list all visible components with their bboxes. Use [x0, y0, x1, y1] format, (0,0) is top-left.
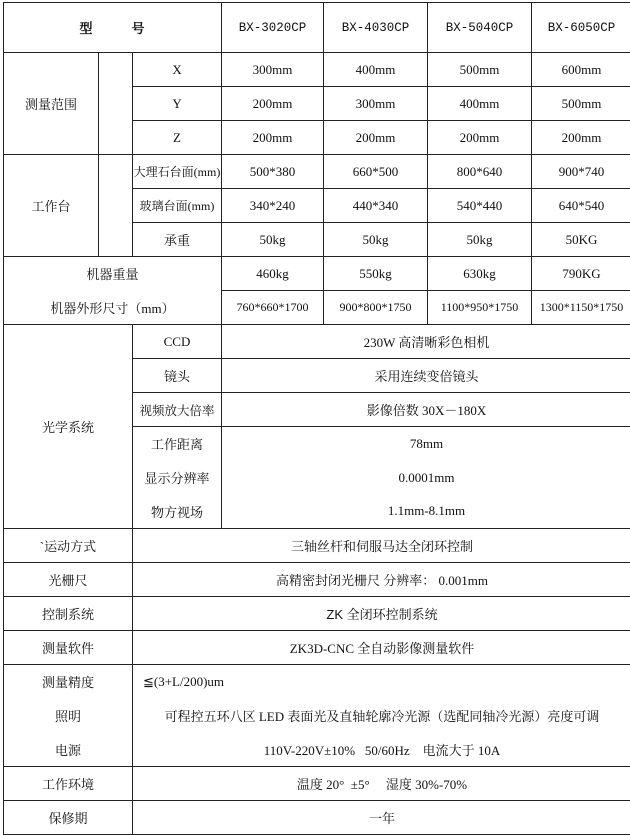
worktable-value: 340*240	[222, 189, 324, 223]
worktable-value: 50kg	[222, 223, 324, 257]
optics-row-ccd	[4, 325, 630, 359]
worktable-value: 800*640	[428, 155, 532, 189]
range-value: 300mm	[324, 87, 428, 121]
optics-value: 0.0001mm	[222, 461, 630, 495]
worktable-value: 540*440	[428, 189, 532, 223]
machine-size-row	[4, 291, 630, 325]
machine-size-label: 机器外形尺寸（mm）	[4, 291, 222, 325]
range-spacer	[99, 121, 133, 155]
worktable-label: 大理石台面(mm)	[133, 155, 222, 189]
model-name: BX-3020CP	[222, 3, 324, 53]
accuracy-row	[4, 665, 630, 699]
optics-value: 采用连续变倍镜头	[222, 359, 630, 393]
lighting-row	[4, 699, 630, 733]
optics-value: 230W 高清晰彩色相机	[222, 325, 630, 359]
software-row	[4, 631, 630, 665]
range-value: 500mm	[428, 53, 532, 87]
range-value: 200mm	[222, 121, 324, 155]
range-value: 600mm	[532, 53, 630, 87]
environment-row	[4, 767, 630, 801]
worktable-value: 50KG	[532, 223, 630, 257]
machine-weight-value: 460kg	[222, 257, 324, 291]
worktable-value: 640*540	[532, 189, 630, 223]
software-value: ZK3D-CNC 全自动影像测量软件	[133, 631, 630, 665]
range-value: 300mm	[222, 53, 324, 87]
machine-weight-row	[4, 257, 630, 291]
optics-label: 镜头	[133, 359, 222, 393]
worktable-value: 50kg	[324, 223, 428, 257]
header-row	[4, 3, 630, 53]
range-axis: Y	[133, 87, 222, 121]
optics-label: 工作距离	[133, 427, 222, 461]
range-value: 200mm	[428, 121, 532, 155]
lighting-label: 照明	[4, 699, 133, 733]
worktable-group-label: 工作台	[4, 155, 99, 257]
range-spacer	[99, 87, 133, 121]
machine-weight-value: 550kg	[324, 257, 428, 291]
model-name: BX-5040CP	[428, 3, 532, 53]
accuracy-value: ≦(3+L/200)um	[133, 665, 630, 699]
software-label: 测量软件	[4, 631, 133, 665]
worktable-label: 玻璃台面(mm)	[133, 189, 222, 223]
range-spacer	[99, 53, 133, 87]
range-value: 400mm	[428, 87, 532, 121]
machine-weight-value: 630kg	[428, 257, 532, 291]
machine-size-value: 900*800*1750	[324, 291, 428, 325]
control-row	[4, 597, 630, 631]
environment-value: 温度 20° ±5° 湿度 30%-70%	[133, 767, 630, 801]
warranty-row	[4, 801, 630, 835]
control-label: 控制系统	[4, 597, 133, 631]
model-name: BX-6050CP	[532, 3, 630, 53]
range-row-x	[4, 53, 630, 87]
range-axis: X	[133, 53, 222, 87]
machine-size-value: 760*660*1700	[222, 291, 324, 325]
warranty-value: 一年	[133, 801, 630, 835]
worktable-value: 660*500	[324, 155, 428, 189]
range-value: 200mm	[532, 121, 630, 155]
worktable-value: 440*340	[324, 189, 428, 223]
range-group-label: 测量范围	[4, 53, 99, 155]
worktable-spacer	[99, 155, 133, 189]
optics-label: CCD	[133, 325, 222, 359]
machine-weight-value: 790KG	[532, 257, 630, 291]
worktable-spacer	[99, 223, 133, 257]
optics-group-label: 光学系统	[4, 325, 133, 529]
worktable-spacer	[99, 189, 133, 223]
range-value: 500mm	[532, 87, 630, 121]
optics-value: 影像倍数 30X－180X	[222, 393, 630, 427]
worktable-value: 50kg	[428, 223, 532, 257]
machine-weight-label: 机器重量	[4, 257, 222, 291]
optics-label: 显示分辨率	[133, 461, 222, 495]
optics-value: 1.1mm-8.1mm	[222, 495, 630, 529]
grating-row	[4, 563, 630, 597]
range-value: 200mm	[324, 121, 428, 155]
lighting-value: 可程控五环八区 LED 表面光及直轴轮廓冷光源（选配同轴冷光源）亮度可调	[133, 699, 630, 733]
power-value: 110V-220V±10% 50/60Hz 电流大于 10A	[133, 733, 630, 767]
accuracy-label: 测量精度	[4, 665, 133, 699]
warranty-label: 保修期	[4, 801, 133, 835]
grating-label: 光栅尺	[4, 563, 133, 597]
model-name: BX-4030CP	[324, 3, 428, 53]
control-value: ZK 全闭环控制系统	[133, 597, 630, 631]
motion-value: 三轴丝杆和伺服马达全闭环控制	[133, 529, 630, 563]
motion-row	[4, 529, 630, 563]
worktable-row-marble	[4, 155, 630, 189]
range-value: 200mm	[222, 87, 324, 121]
machine-size-value: 1300*1150*1750	[532, 291, 630, 325]
machine-size-value: 1100*950*1750	[428, 291, 532, 325]
optics-label: 视频放大倍率	[133, 393, 222, 427]
range-value: 400mm	[324, 53, 428, 87]
power-label: 电源	[4, 733, 133, 767]
worktable-label: 承重	[133, 223, 222, 257]
worktable-value: 500*380	[222, 155, 324, 189]
grating-value: 高精密封闭光栅尺 分辨率： 0.001mm	[133, 563, 630, 597]
range-axis: Z	[133, 121, 222, 155]
motion-label: `运动方式	[4, 529, 133, 563]
worktable-value: 900*740	[532, 155, 630, 189]
optics-value: 78mm	[222, 427, 630, 461]
power-row	[4, 733, 630, 767]
model-header: 型 号	[4, 3, 222, 53]
spec-table	[3, 2, 630, 835]
optics-label: 物方视场	[133, 495, 222, 529]
environment-label: 工作环境	[4, 767, 133, 801]
